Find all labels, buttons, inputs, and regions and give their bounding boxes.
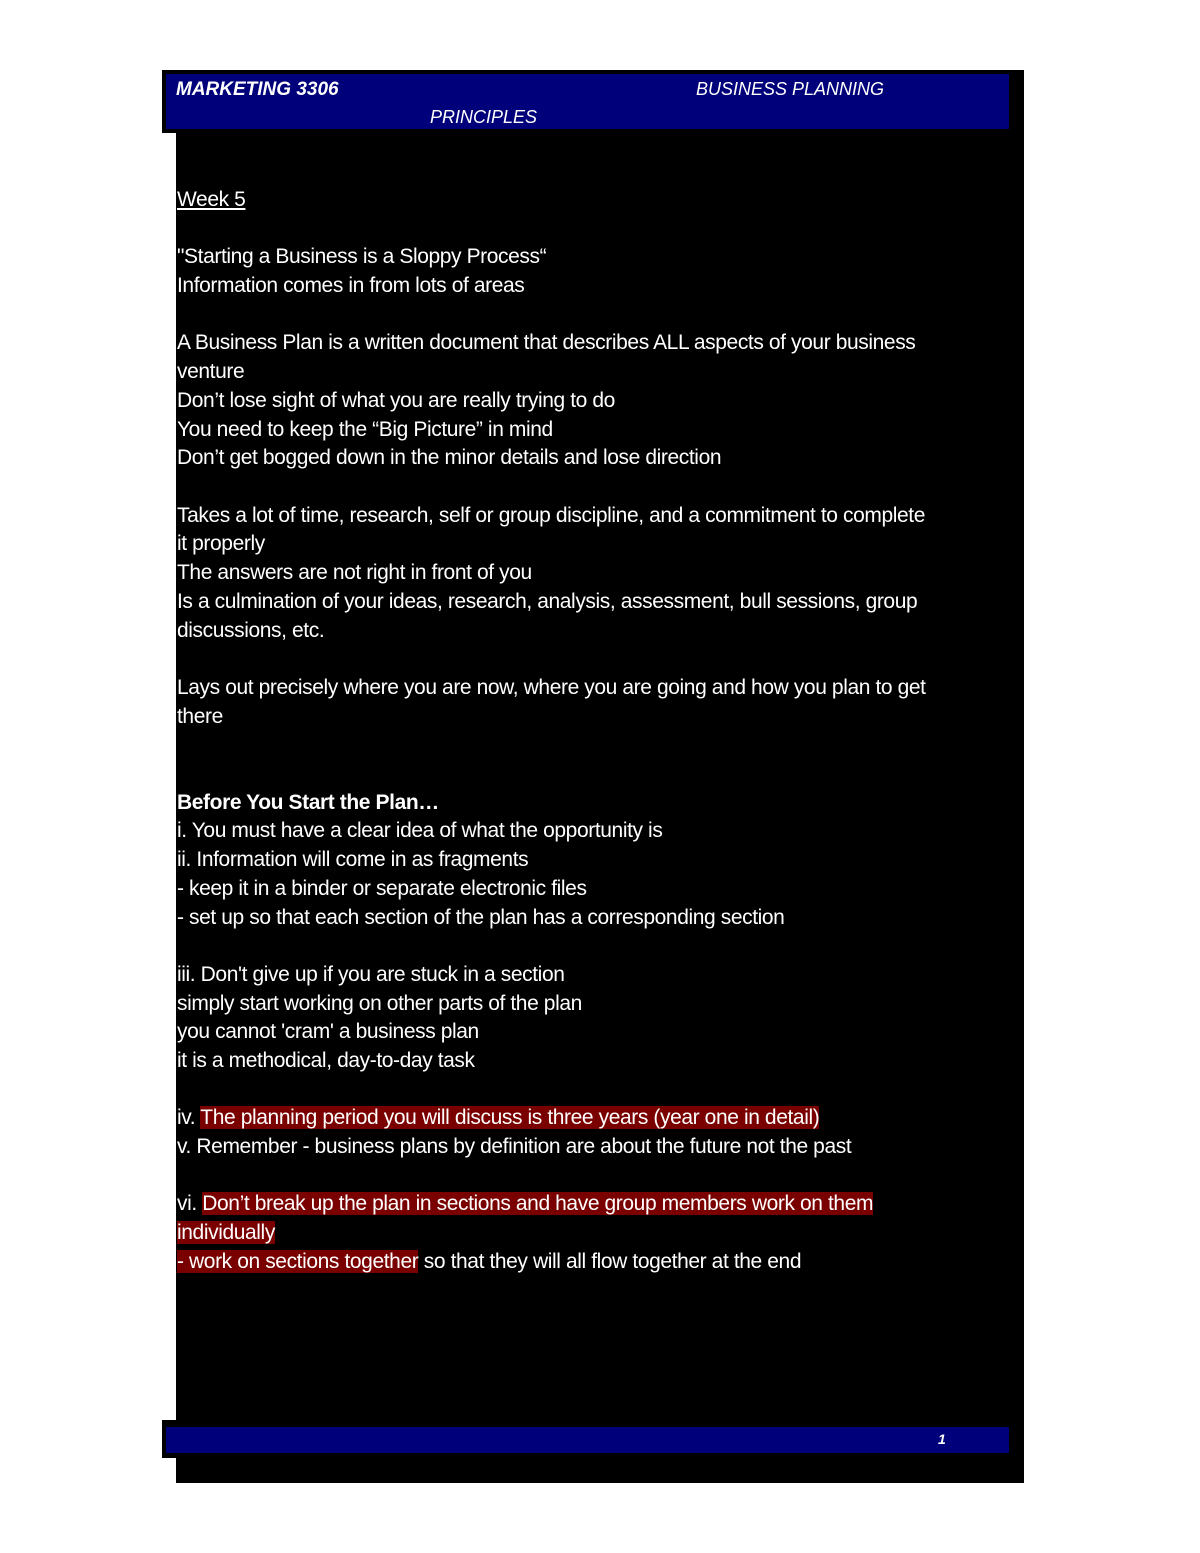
lays-out-line: Lays out precisely where you are now, where you are going and how you plan to get (177, 675, 926, 699)
business-plan-definition-continued: venture (177, 360, 245, 384)
header-band (166, 74, 1009, 129)
list-item-ii: ii. Information will come in as fragments (177, 848, 529, 872)
document-title: BUSINESS PLANNING (696, 79, 885, 99)
list-item-i: i. You must have a clear idea of what the opportunity is (177, 819, 663, 843)
business-plan-definition: A Business Plan is a written document that describes ALL aspects of your business (177, 331, 916, 355)
work-together-line (177, 1248, 1017, 1277)
bogged-down-line: Don’t get bogged down in the minor details and lose direction (177, 446, 722, 470)
list-item-vi-number: vi. (177, 1192, 203, 1216)
simply-start-line: simply start working on other parts of the plan (177, 991, 582, 1015)
takes-time-line-continued: it properly (177, 532, 265, 556)
list-item-v: v. Remember - business plans by definition are about the future not the past (177, 1135, 852, 1159)
lose-sight-line: Don’t lose sight of what you are really trying to do (177, 388, 615, 412)
list-item-iv-number: iv. (177, 1106, 201, 1130)
list-item-vi-continued (177, 1219, 1017, 1248)
setup-line: - set up so that each section of the plan has a corresponding section (177, 905, 785, 929)
list-item-iv (177, 1104, 1017, 1133)
list-item-vi (177, 1190, 1017, 1219)
big-picture-line: You need to keep the “Big Picture” in mind (177, 417, 553, 441)
takes-time-line: Takes a lot of time, research, self or group discipline, and a commitment to complete (177, 503, 926, 527)
list-item-iii: iii. Don't give up if you are stuck in a section (177, 962, 565, 986)
flow-together-text: so that they will all flow together at the end (418, 1249, 802, 1273)
before-start-heading: Before You Start the Plan… (177, 790, 439, 814)
course-title: MARKETING 3306 (176, 79, 339, 100)
work-together-dash: - (177, 1249, 190, 1273)
culmination-line: Is a culmination of your ideas, research, analysis, assessment, bull sessions, group (177, 589, 918, 613)
document-title-continued: PRINCIPLES (430, 107, 538, 127)
document-body (177, 186, 1017, 1277)
culmination-line-continued: discussions, etc. (177, 618, 325, 642)
methodical-line: it is a methodical, day-to-day task (177, 1049, 475, 1072)
footer-band (166, 1427, 1009, 1453)
list-item-iv-highlight: The planning period you will discuss is three years (year one in detail) (200, 1106, 820, 1130)
answers-line: The answers are not right in front of you (177, 561, 532, 585)
quote-line: "Starting a Business is a Sloppy Process“ (177, 245, 547, 269)
cram-line: you cannot 'cram' a business plan (177, 1020, 479, 1044)
work-together-highlight: work on sections together (189, 1249, 419, 1273)
page-number: 1 (938, 1431, 946, 1447)
week-heading: Week 5 (177, 188, 246, 211)
list-item-vi-highlight-continued: individually (177, 1221, 275, 1245)
binder-line: - keep it in a binder or separate electronic files (177, 876, 587, 900)
list-item-vi-highlight: Don’t break up the plan in sections and have group members work on them (202, 1192, 874, 1216)
info-line: Information comes in from lots of areas (177, 274, 525, 298)
lays-out-line-continued: there (177, 704, 223, 728)
